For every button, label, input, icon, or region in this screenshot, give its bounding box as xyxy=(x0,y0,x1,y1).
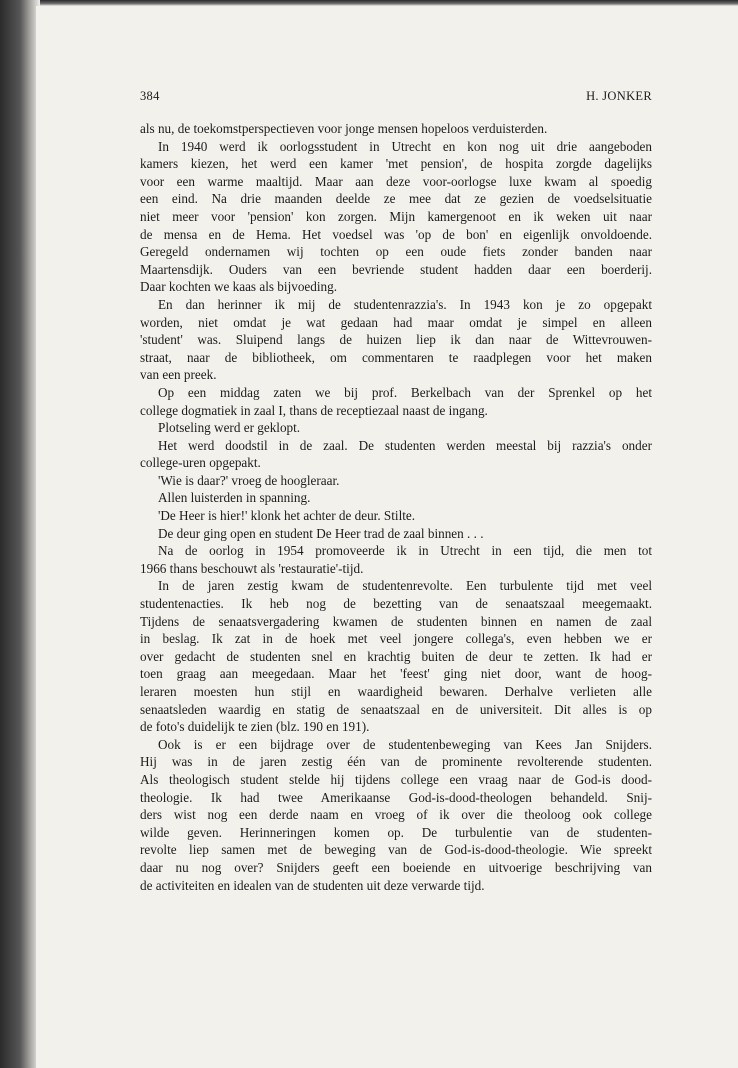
text-line: Allen luisterden in spanning. xyxy=(158,490,311,506)
text-line: senaatsleden waardig en statig de senaatszaal en de universiteit. Dit alles is op xyxy=(140,701,652,717)
scan-left-edge xyxy=(0,0,40,1068)
text-line: over gedacht de studenten snel en krachtig buiten de deur te zetten. Ik had er xyxy=(140,648,652,664)
text-line: leraren moesten hun stijl en waardigheid bewaren. Derhalve verlieten alle xyxy=(140,684,652,699)
text-line: wilde geven. Herinneringen komen op. De turbulentie van de studenten- xyxy=(140,824,652,840)
text-line: Tijdens de senaatsvergadering kwamen de studenten binnen en namen de zaal xyxy=(140,613,652,629)
text-line: de foto's duidelijk te zien (blz. 190 en 191). xyxy=(140,719,370,735)
text-line: college dogmatiek in zaal I, thans de receptiezaal naast de ingang. xyxy=(140,402,488,418)
running-head: H. JONKER xyxy=(586,89,652,103)
text-line: toen graag aan meegedaan. Maar het 'feest' ging niet door, want de hoog- xyxy=(140,666,652,682)
text-line: Als theologisch student stelde hij tijdens college een vraag naar de God-is dood- xyxy=(140,771,652,787)
text-line: van een preek. xyxy=(140,367,217,383)
text-line: Hij was in de jaren zestig één van de prominente revolterende studenten. xyxy=(140,754,652,770)
text-line: 1966 thans beschouwt als 'restauratie'-tijd. xyxy=(140,560,364,576)
page-number: 384 xyxy=(140,89,160,103)
text-line: Na de oorlog in 1954 promoveerde ik in Utrecht in een tijd, die men tot xyxy=(158,543,652,559)
text-line: 'Wie is daar?' vroeg de hoogleraar. xyxy=(158,472,340,488)
text-line: straat, naar de bibliotheek, om commentaren te raadplegen voor het maken xyxy=(140,349,652,365)
text-line: Maartensdijk. Ouders van een bevriende student hadden daar een boerderij. xyxy=(140,261,652,277)
body-text xyxy=(140,120,652,894)
text-line: studentenacties. Ik heb nog de bezetting van de senaatszaal meegemaakt. xyxy=(140,596,652,612)
text-line: In 1940 werd ik oorlogsstudent in Utrecht en kon nog uit drie aangeboden xyxy=(158,138,652,154)
text-line: als nu, de toekomstperspectieven voor jonge mensen hopeloos verduisterden. xyxy=(140,121,548,136)
text-line: de activiteiten en idealen van de studenten uit deze verwarde tijd. xyxy=(140,877,485,893)
text-line: college-uren opgepakt. xyxy=(140,455,261,471)
text-line: Geregeld ondernamen wij tochten op een oude fiets zonder banden naar xyxy=(140,244,652,260)
text-line: En dan herinner ik mij de studentenrazzia's. In 1943 kon je zo opgepakt xyxy=(158,296,652,312)
text-line: In de jaren zestig kwam de studentenrevolte. Een turbulente tijd met veel xyxy=(158,578,652,594)
text-line: Op een middag zaten we bij prof. Berkelbach van der Sprenkel op het xyxy=(158,384,652,400)
text-line: Plotseling werd er geklopt. xyxy=(158,420,301,436)
text-line: worden, niet omdat je wat gedaan had maar omdat je simpel en alleen xyxy=(140,314,652,330)
text-line: 'De Heer is hier!' klonk het achter de deur. Stilte. xyxy=(158,508,416,524)
text-line: voor een warme maaltijd. Maar aan deze voor-oorlogse luxe kwam al spoedig xyxy=(140,173,652,189)
page-header xyxy=(140,89,652,104)
text-line: Het werd doodstil in de zaal. De studenten werden meestal bij razzia's onder xyxy=(158,437,652,453)
text-line: in beslag. Ik zat in de hoek met veel jongere collega's, even hebben we er xyxy=(140,631,652,647)
text-line: Daar kochten we kaas als bijvoeding. xyxy=(140,279,338,295)
text-line: ders wist nog een derde naam en vroeg of ik over die theoloog ook college xyxy=(140,807,652,823)
text-line: niet meer voor 'pension' kon zorgen. Mijn kamergenoot en ik weken uit naar xyxy=(140,208,652,224)
text-line: revolte liep samen met de beweging van de God-is-dood-theologie. Wie spreekt xyxy=(140,842,652,858)
text-line: De deur ging open en student De Heer trad de zaal binnen . . . xyxy=(158,525,484,541)
text-line: de mensa en de Hema. Het voedsel was 'op de bon' en eigenlijk onvoldoende. xyxy=(140,226,652,242)
text-line: kamers kiezen, het werd een kamer 'met pension', de hospita zorgde dagelijks xyxy=(140,156,652,172)
text-line: 'student' was. Sluipend langs de huizen liep ik dan naar de Wittevrouwen- xyxy=(140,332,652,348)
text-line: een eind. Na drie maanden deelde ze mee dat ze gezien de voedselsituatie xyxy=(140,191,652,207)
text-line: Ook is er een bijdrage over de studentenbeweging van Kees Jan Snijders. xyxy=(158,736,652,752)
text-line: theologie. Ik had twee Amerikaanse God-is-dood-theologen behandeld. Snij- xyxy=(140,789,652,805)
text-line: daar nu nog over? Snijders geeft een boeiende en uitvoerige beschrijving van xyxy=(140,859,652,875)
